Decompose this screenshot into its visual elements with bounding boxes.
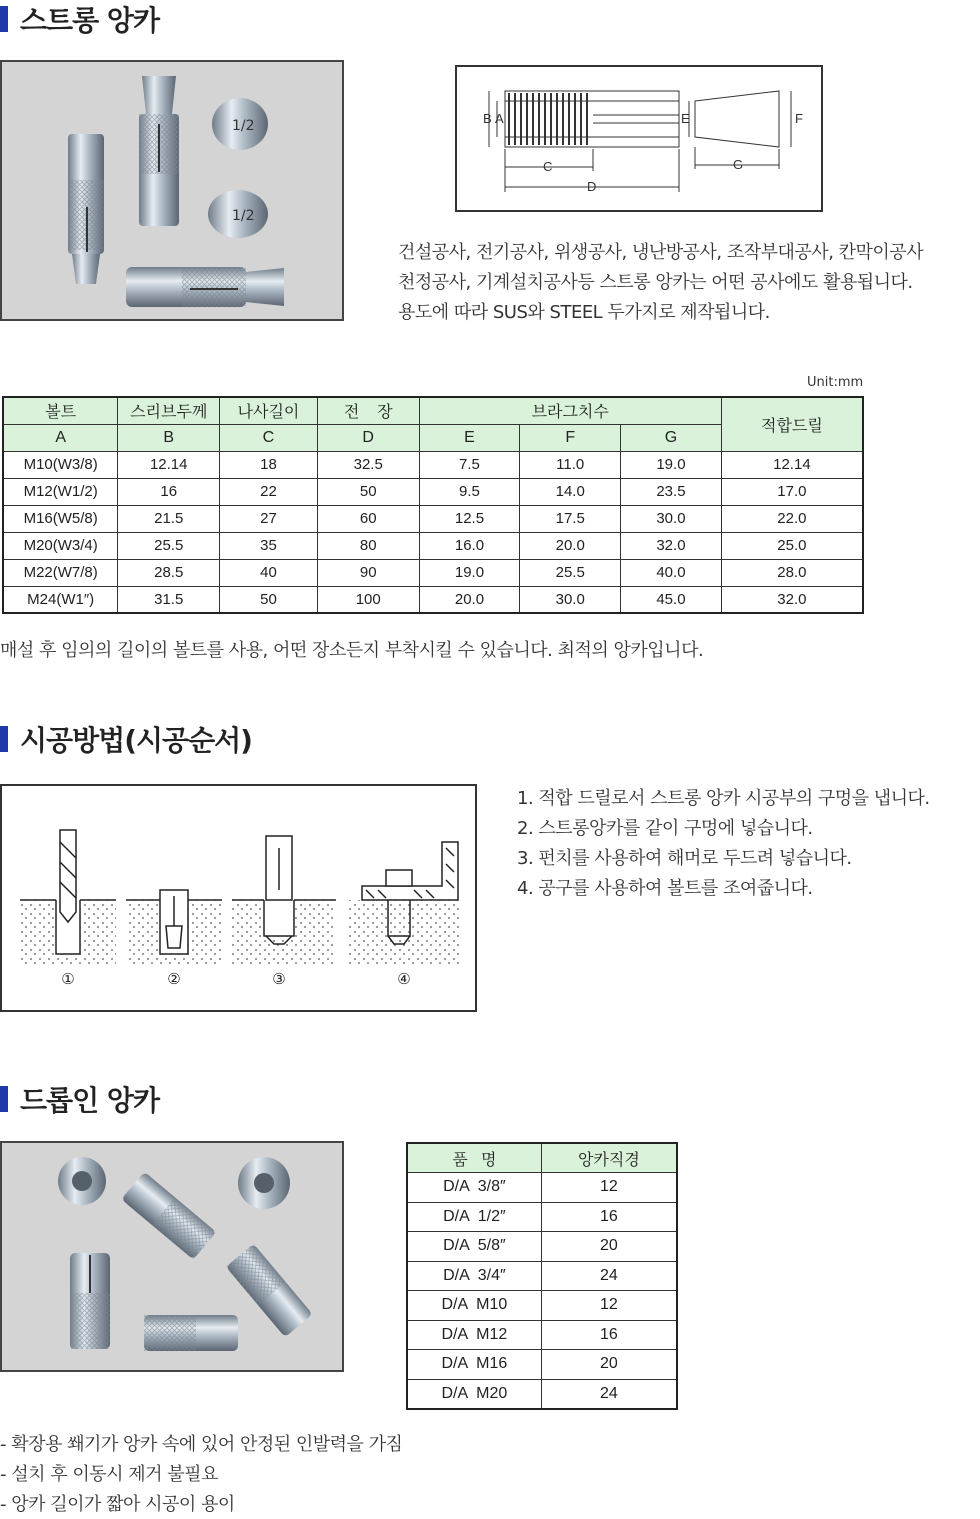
dimension-svg — [457, 67, 821, 210]
strong-anchor-note: 매설 후 임의의 길이의 볼트를 사용, 어떤 장소든지 부착시킬 수 있습니다. 최적의 앙카입니다. — [0, 640, 704, 661]
table-cell: 32.0 — [721, 586, 863, 613]
step-marker-1: ① — [61, 970, 75, 988]
strong-anchor-illustration — [2, 62, 342, 319]
col-header-drill: 적합드릴 — [721, 397, 863, 451]
table-cell: 21.5 — [118, 505, 220, 532]
table-cell: 7.5 — [419, 451, 520, 478]
col-header-thread: 나사길이 — [220, 397, 318, 424]
col-sub-a: A — [3, 424, 118, 451]
step-item-3: 3. 펀치를 사용하여 해머로 두드려 넣습니다. — [517, 848, 852, 869]
col-header-product: 품 명 — [407, 1143, 541, 1173]
table-row — [3, 559, 863, 586]
table-cell: 30.0 — [621, 505, 722, 532]
table-cell: 25.5 — [520, 559, 621, 586]
col-header-bracket: 브라그치수 — [419, 397, 721, 424]
strong-anchor-photo — [0, 60, 344, 321]
dim-label-e: E — [681, 111, 690, 126]
dropin-anchor-notes — [0, 1430, 600, 1519]
section-title-text: 시공방법(시공순서) — [20, 724, 252, 757]
title-marker — [0, 1086, 8, 1112]
table-cell: 40 — [220, 559, 318, 586]
dim-label-f: F — [795, 111, 803, 126]
table-row — [407, 1379, 677, 1409]
col-header-diameter: 앙카직경 — [541, 1143, 677, 1173]
table-cell: D/A M16 — [407, 1350, 541, 1380]
dropin-anchor-illustration — [2, 1143, 342, 1370]
dropin-note-1: - 확장용 쐐기가 앙카 속에 있어 안정된 인발력을 가짐 — [0, 1434, 403, 1455]
installation-steps-figure — [0, 784, 477, 1012]
table-cell: 24 — [541, 1261, 677, 1291]
table-cell: 32.5 — [317, 451, 419, 478]
col-sub-d: D — [317, 424, 419, 451]
table-cell: 30.0 — [520, 586, 621, 613]
table-cell: 28.5 — [118, 559, 220, 586]
table-cell: 22.0 — [721, 505, 863, 532]
section-title-text: 스트롱 앙카 — [20, 4, 159, 37]
col-sub-c: C — [220, 424, 318, 451]
table-cell: 18 — [220, 451, 318, 478]
strong-anchor-dimension-drawing — [455, 65, 823, 212]
table-cell: 20 — [541, 1232, 677, 1262]
table-cell: 28.0 — [721, 559, 863, 586]
step-item-1: 1. 적합 드릴로서 스트롱 앙카 시공부의 구멍을 냅니다. — [517, 788, 930, 809]
table-cell: 16.0 — [419, 532, 520, 559]
table-cell: D/A 1/2″ — [407, 1202, 541, 1232]
table-cell: D/A 3/8″ — [407, 1173, 541, 1203]
dim-label-d: D — [587, 179, 597, 194]
table-cell: 60 — [317, 505, 419, 532]
table-cell: 19.0 — [419, 559, 520, 586]
section-title-method — [0, 722, 252, 756]
table-row — [407, 1320, 677, 1350]
dim-label-a: A — [495, 111, 504, 126]
dropin-anchor-table — [406, 1142, 678, 1410]
table-cell: 90 — [317, 559, 419, 586]
table-cell: M24(W1″) — [3, 586, 118, 613]
table-cell: 35 — [220, 532, 318, 559]
table-cell: 14.0 — [520, 478, 621, 505]
section-title-strong-anchor — [0, 2, 159, 36]
step-item-2: 2. 스트롱앙카를 같이 구멍에 넣습니다. — [517, 818, 813, 839]
desc-line-3: 용도에 따라 SUS와 STEEL 두가지로 제작됩니다. — [398, 302, 770, 323]
table-cell: 25.0 — [721, 532, 863, 559]
dropin-note-2: - 설치 후 이동시 제거 불필요 — [0, 1464, 218, 1485]
table-cell: D/A 5/8″ — [407, 1232, 541, 1262]
table-row — [407, 1291, 677, 1321]
table-cell: 11.0 — [520, 451, 621, 478]
installation-steps-svg — [2, 786, 475, 1010]
table-cell: 20.0 — [520, 532, 621, 559]
table-cell: 19.0 — [621, 451, 722, 478]
table-row — [407, 1350, 677, 1380]
table-cell: M16(W5/8) — [3, 505, 118, 532]
table-cell: 9.5 — [419, 478, 520, 505]
table-cell: 17.0 — [721, 478, 863, 505]
table-cell: 12 — [541, 1173, 677, 1203]
desc-line-1: 건설공사, 전기공사, 위생공사, 냉난방공사, 조작부대공사, 칸막이공사 — [398, 242, 924, 263]
table-cell: 25.5 — [118, 532, 220, 559]
dim-label-c: C — [543, 159, 553, 174]
dropin-anchor-photo — [0, 1141, 344, 1372]
anchor-cone-3 — [246, 268, 284, 306]
step-marker-4: ④ — [397, 970, 411, 988]
col-sub-g: G — [621, 424, 722, 451]
step-marker-2: ② — [167, 970, 181, 988]
table-cell: D/A M20 — [407, 1379, 541, 1409]
table-cell: M22(W7/8) — [3, 559, 118, 586]
table-cell: D/A M10 — [407, 1291, 541, 1321]
step-marker-3: ③ — [272, 970, 286, 988]
table-cell: 12.14 — [721, 451, 863, 478]
table-cell: 23.5 — [621, 478, 722, 505]
col-sub-e: E — [419, 424, 520, 451]
dim-label-b: B — [483, 111, 492, 126]
table-row — [407, 1232, 677, 1262]
table-cell: 27 — [220, 505, 318, 532]
table-cell: 20.0 — [419, 586, 520, 613]
title-marker — [0, 726, 8, 752]
table-cell: 50 — [317, 478, 419, 505]
table-cell: 32.0 — [621, 532, 722, 559]
table-cell: 40.0 — [621, 559, 722, 586]
table-cell: 16 — [541, 1320, 677, 1350]
strong-anchor-description — [398, 238, 978, 328]
col-header-bolt: 볼트 — [3, 397, 118, 424]
col-header-sleeve: 스리브두께 — [118, 397, 220, 424]
table-row — [3, 505, 863, 532]
table-cell: 20 — [541, 1350, 677, 1380]
table-row — [3, 532, 863, 559]
table-cell: D/A M12 — [407, 1320, 541, 1350]
table-cell: 80 — [317, 532, 419, 559]
table-row — [407, 1173, 677, 1203]
table-row — [3, 586, 863, 613]
table-cell: 45.0 — [621, 586, 722, 613]
section-title-text: 드롭인 앙카 — [20, 1084, 159, 1117]
cap-label-2: 1/2 — [232, 208, 255, 224]
step-item-4: 4. 공구를 사용하여 볼트를 조여줍니다. — [517, 878, 813, 899]
table-cell: 100 — [317, 586, 419, 613]
table-cell: M12(W1/2) — [3, 478, 118, 505]
table-row — [407, 1202, 677, 1232]
table-cell: 17.5 — [520, 505, 621, 532]
table-cell: 24 — [541, 1379, 677, 1409]
section-title-dropin — [0, 1082, 159, 1116]
table-row — [3, 478, 863, 505]
unit-label: Unit:mm — [807, 375, 864, 390]
table-cell: 12.5 — [419, 505, 520, 532]
installation-steps-list — [517, 784, 977, 904]
table-row — [407, 1261, 677, 1291]
anchor-cone-2 — [142, 76, 176, 114]
anchor-cone-1 — [72, 254, 100, 284]
table-cell: 50 — [220, 586, 318, 613]
table-cell: 16 — [541, 1202, 677, 1232]
table-cell: 12 — [541, 1291, 677, 1321]
col-header-total: 전 장 — [317, 397, 419, 424]
table-cell: M10(W3/8) — [3, 451, 118, 478]
strong-anchor-spec-table — [2, 396, 864, 614]
desc-line-2: 천정공사, 기계설치공사등 스트롱 앙카는 어떤 공사에도 활용됩니다. — [398, 272, 913, 293]
table-cell: 22 — [220, 478, 318, 505]
table-cell: 31.5 — [118, 586, 220, 613]
table-cell: 12.14 — [118, 451, 220, 478]
col-sub-f: F — [520, 424, 621, 451]
table-cell: 16 — [118, 478, 220, 505]
dropin-note-3: - 앙카 길이가 짧아 시공이 용이 — [0, 1494, 235, 1515]
title-marker — [0, 6, 8, 32]
table-cell: M20(W3/4) — [3, 532, 118, 559]
dim-label-g: G — [733, 157, 744, 172]
table-row — [3, 451, 863, 478]
cap-label-1: 1/2 — [232, 118, 255, 134]
table-cell: D/A 3/4″ — [407, 1261, 541, 1291]
col-sub-b: B — [118, 424, 220, 451]
